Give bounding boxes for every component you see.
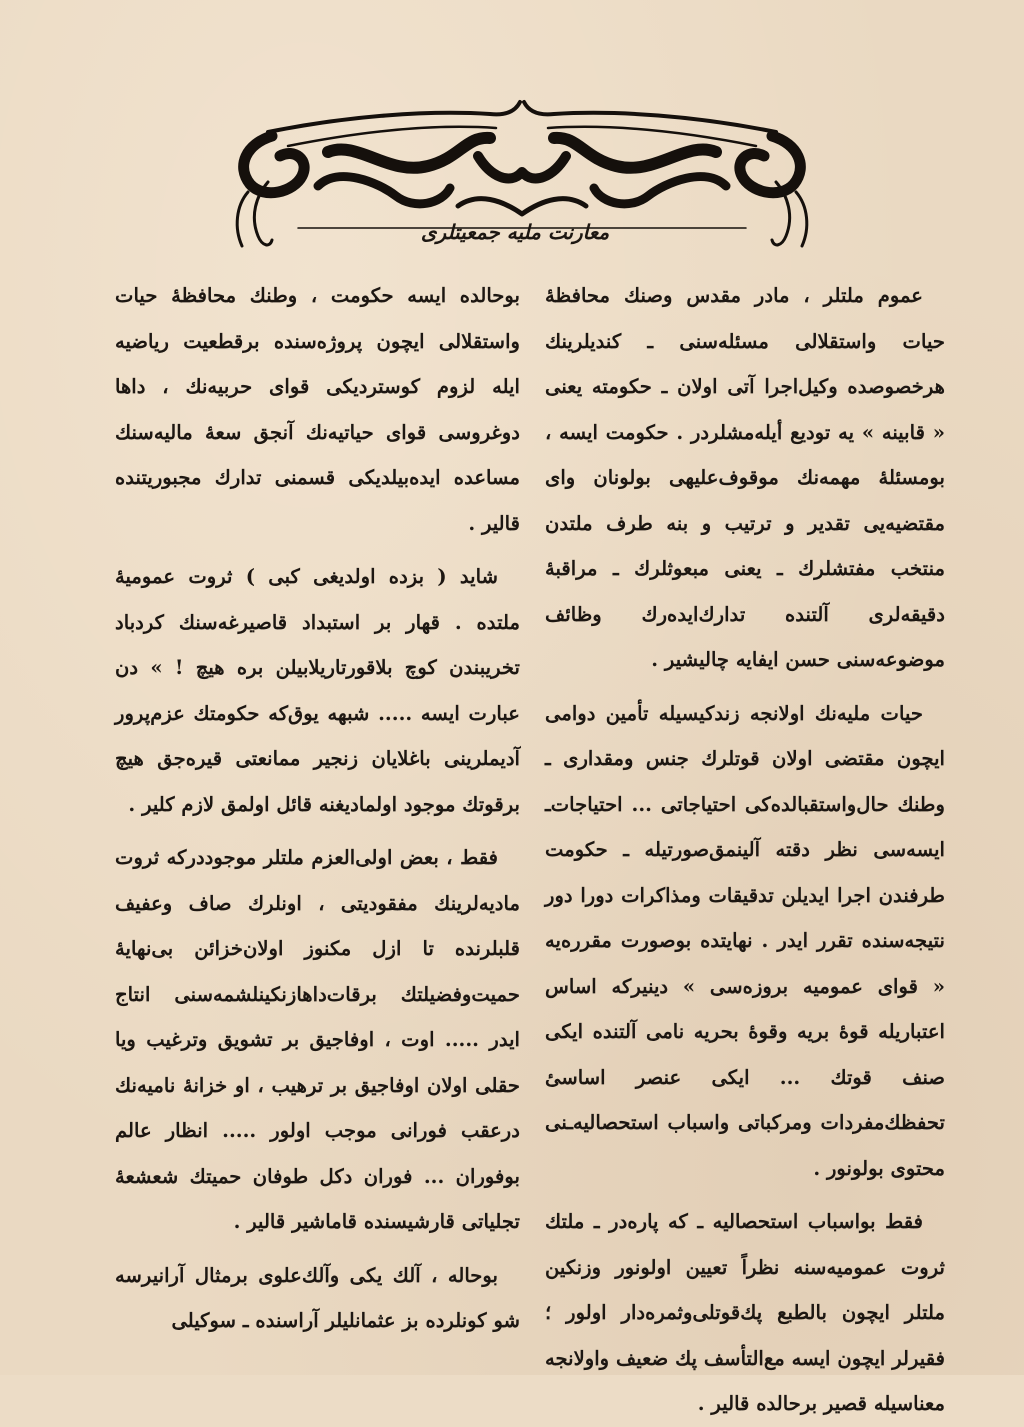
left-paragraph-2: شاید ( بزده اولدیغی کبی ) ثروت عمومیهٔ ملتده . قهار بر استبداد قاصیرغه‌سنك کردباد تخریبندن کوچ بلاقورتاریلابیلن بره هیچ ! » دن عبارت ایسه ..... شبهه یوق‌که حکومتك عزم‌پرور آدیملرینی باغلایان زنجیر ممانعتی قیره‌جق هیچ برقوتك موجود اولمادیغنه قائل اولمق لازم کلیر . bbox=[115, 565, 520, 816]
left-paragraph-1: بوحالده ایسه حکومت ، وطنك محافظهٔ حیات واستقلالی ایچون پروژه‌سنده برقطعیت ریاضیه ایله لزوم کوستردیکی قوای حربیه‌نك ، داها دوغروسی قوای حیاتیه‌نك آنجق سعهٔ مالیه‌سنك مساعده ایده‌بیلدیکی قسمنی تدارك مجبوریتنده قالیر . bbox=[115, 284, 520, 535]
left-column bbox=[115, 273, 520, 1344]
right-paragraph-2: حیات ملیه‌نك اولانجه زندکیسیله تأمین دوامی ایچون مقتضی اولان قوتلرك جنس ومقداری ـ وطنك حال‌واستقبالده‌کی احتیاجاتی ... احتیاجات‌ـ ایسه‌سی نظر دقته آلینمق‌صورتیله ـ حکومت طرفندن اجرا ایدیلن تدقیقات ومذاکرات دورا دور نتیجه‌سنده تقرر ایدر . نهایتده بوصورت مقرره‌یه « قوای عمومیه بروزه‌سی » دینیرکه اساس اعتباریله قوهٔ بریه وقوهٔ بحریه نامی آلتنده ایکی صنف قوتك ... ایکی عنصر اساسیٔ تحفظك‌مفردات ومرکباتی واسباب استحصالیه‌ـنی محتوی بولونور . bbox=[545, 701, 945, 1180]
left-paragraph-4: بوحاله ، آلك یکی وآلك‌علوی برمثال آرانیرسه شو کونلرده بز عثمانلیلر آراسنده ـ سوکیلی bbox=[115, 1263, 520, 1332]
right-paragraph-3: فقط بواسباب استحصالیه ـ که پاره‌در ـ ملتك ثروت عمومیه‌سنه نظراً تعیین اولونور وزنکین ملتلر ایچون بالطبع پك‌قوتلی‌وثمره‌دار اولور ؛ فقیرلر ایچون ایسه مع‌التأسف پك ضعیف واولانجه معناسیله قصیر برحالده قالیر . bbox=[545, 1210, 945, 1415]
right-paragraph-1: عموم ملتلر ، مادر مقدس وصنك محافظهٔ حیات واستقلالی مسئله‌سنی ـ کندیلرینك هرخصوصده وکیل‌اجرا آتی اولان ـ حکومته یعنی « قابینه » یه تودیع أیله‌مشلردر . حکومت ایسه ، بومسئلهٔ مهمه‌نك موقوف‌علیهی بولونان وای مقتضیه‌یی تقدیر و ترتیب و بنه طرف ملتدن منتخب مفتشلرك ـ یعنی مبعوثلرك ـ مراقبهٔ دقیقه‌لری آلتنده تدارك‌ایده‌رك وظائف موضوعه‌سنی حسن ایفایه چالیشیر . bbox=[545, 284, 945, 671]
left-paragraph-3: فقط ، بعض اولی‌العزم ملتلر موجوددرکه ثروت مادیه‌لرینك مفقودیتی ، اونلرك صاف وعفیف قلبلرنده تا ازل مکنوز اولان‌خزائن بی‌نهایهٔ حمیت‌وفضیلتك برقات‌داها‌زنکینلشمه‌سنی انتاج ایدر ..... اوت ، اوفاجیق بر تشویق وترغیب ویا حقلی اولان اوفاجیق بر ترهیب ، او خزانهٔ نامیه‌نك درعقب فورانی موجب اولور ..... انظار عالم بوفوران ... فوران دکل طوفان حمیتك شعشعهٔ تجلیاتی قارشیسنده قاماشیر قالیر . bbox=[115, 846, 520, 1233]
header-title: معارنت ملیه جمعیتلری bbox=[420, 220, 610, 244]
right-column bbox=[545, 273, 945, 1427]
